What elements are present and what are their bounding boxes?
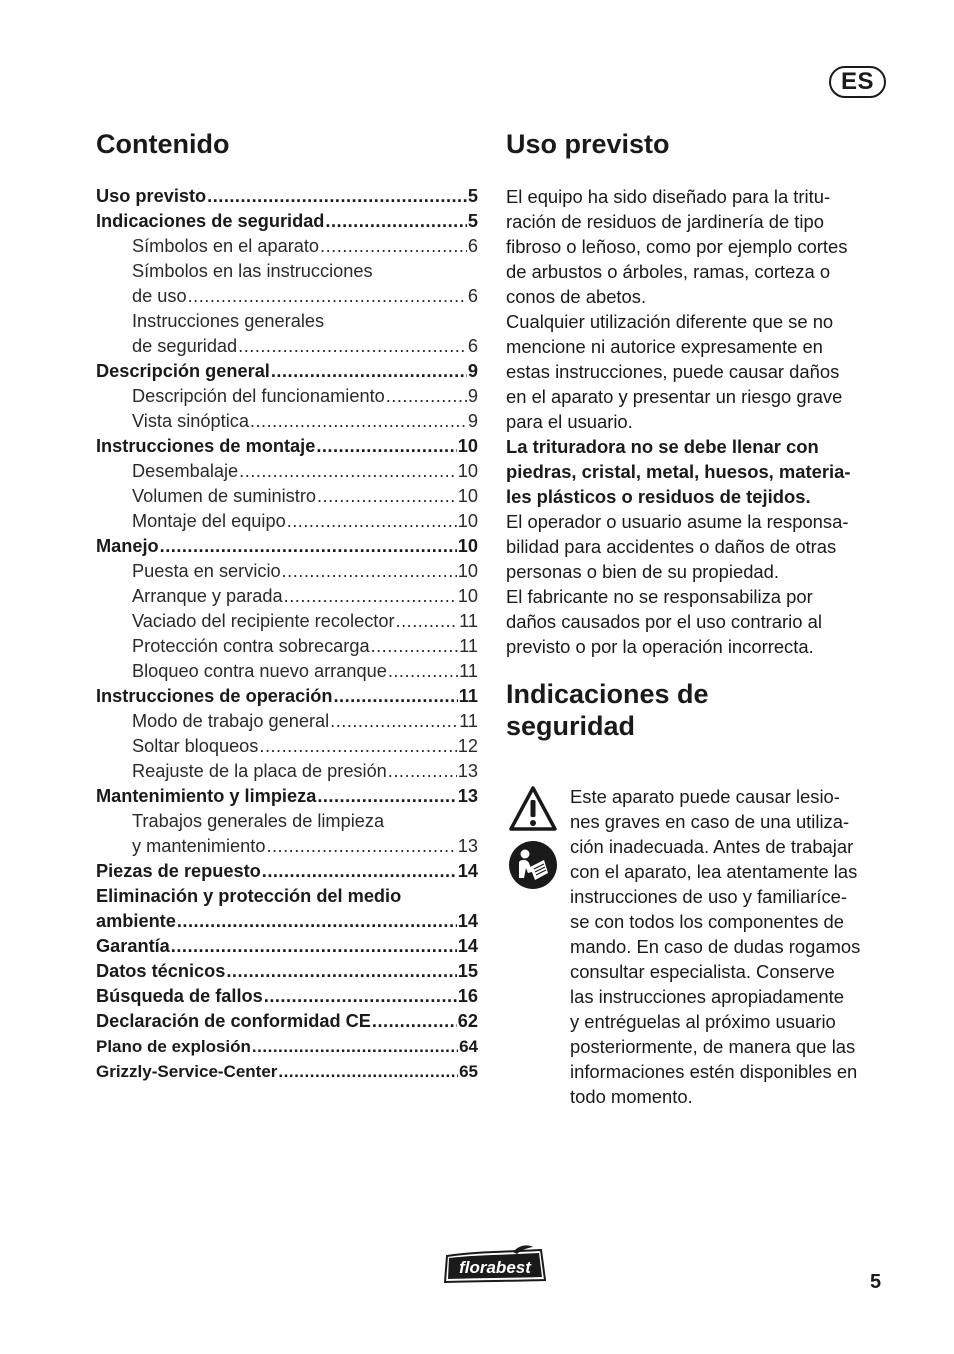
safety-text-line: y entréguelas al próximo usuario <box>570 1011 836 1032</box>
toc-entry-label: Puesta en servicio <box>132 561 281 581</box>
intended-use-line: ración de residuos de jardinería de tipo <box>506 211 824 232</box>
safety-text-line: ción inadecuada. Antes de trabajar <box>570 836 854 857</box>
toc-entry-page: 11 <box>459 711 478 731</box>
intended-use-text <box>506 184 896 659</box>
toc-entry <box>96 1059 478 1084</box>
toc-entry-label: Reajuste de la placa de presión <box>132 761 387 781</box>
toc-entry-label: Mantenimiento y limpieza <box>96 786 317 806</box>
intended-use-line: les plásticos o residuos de tejidos. <box>506 486 811 507</box>
toc-entry-page: 10 <box>457 561 478 581</box>
toc-entry <box>96 909 478 934</box>
toc-entry-label: de seguridad <box>132 336 238 356</box>
toc-entry-page: 14 <box>457 861 478 881</box>
toc-entry <box>96 409 478 434</box>
safety-text-line: consultar especialista. Conserve <box>570 961 835 982</box>
toc-entry-page: 10 <box>457 436 478 456</box>
toc-entry-label: Instrucciones generales <box>132 311 325 331</box>
toc-entry <box>96 1009 478 1034</box>
toc-dot-leader <box>259 734 456 759</box>
toc-entry-label: Símbolos en las instrucciones <box>132 261 373 281</box>
toc-entry <box>96 284 478 309</box>
intended-use-line: El equipo ha sido diseñado para la tritu- <box>506 186 831 207</box>
toc-entry <box>96 584 478 609</box>
toc-entry-page: 10 <box>457 511 478 531</box>
toc-entry <box>96 634 478 659</box>
toc-dot-leader <box>388 759 457 784</box>
toc-entry-label: Modo de trabajo general <box>132 711 330 731</box>
warning-triangle-icon <box>508 785 558 833</box>
toc-entry-label: Desembalaje <box>132 461 239 481</box>
toc-entry <box>96 184 478 209</box>
toc-entry <box>96 234 478 259</box>
toc-entry <box>96 484 478 509</box>
toc-dot-leader <box>238 334 467 359</box>
intended-use-line: mencione ni autorice expresamente en <box>506 336 823 357</box>
toc-dot-leader <box>284 584 457 609</box>
toc-entry-label: Montaje del equipo <box>132 511 286 531</box>
intended-use-line: de arbustos o árboles, ramas, corteza o <box>506 261 831 282</box>
toc-entry-label: Bloqueo contra nuevo arranque <box>132 661 387 681</box>
toc-entry-page: 6 <box>467 286 478 306</box>
toc-dot-leader <box>316 434 456 459</box>
toc-dot-leader <box>188 284 467 309</box>
toc-entry-label: Indicaciones de seguridad <box>96 211 325 231</box>
intended-use-line: piedras, cristal, metal, huesos, materia- <box>506 461 851 482</box>
intended-use-line: previsto o por la operación incorrecta. <box>506 636 814 657</box>
toc-entry-label: Protección contra sobrecarga <box>132 636 370 656</box>
toc-dot-leader <box>226 959 456 984</box>
toc-entry <box>96 509 478 534</box>
toc-entry <box>96 384 478 409</box>
brand-name: florabest <box>459 1258 531 1277</box>
toc-entry-label: Arranque y parada <box>132 586 283 606</box>
safety-title-line1: Indicaciones de <box>506 679 709 709</box>
toc-entry-page: 12 <box>457 736 478 756</box>
toc-entry <box>96 334 478 359</box>
intended-use-line: bilidad para accidentes o daños de otras <box>506 536 837 557</box>
safety-text-line: se con todos los componentes de <box>570 911 844 932</box>
toc-entry-page: 9 <box>467 361 478 381</box>
toc-entry-page: 14 <box>457 911 478 931</box>
toc-dot-leader <box>278 1059 458 1084</box>
toc-dot-leader <box>177 909 457 934</box>
toc-entry-page: 9 <box>467 386 478 406</box>
toc-entry-page: 11 <box>459 611 478 631</box>
toc-entry <box>96 659 478 684</box>
intended-use-line: para el usuario. <box>506 411 633 432</box>
toc-entry-page: 5 <box>467 186 478 206</box>
toc-entry-page: 9 <box>467 411 478 431</box>
intended-use-title: Uso previsto <box>506 129 670 159</box>
toc-entry <box>96 784 478 809</box>
read-manual-icon <box>508 840 558 890</box>
toc-entry-label: Vaciado del recipiente recolector <box>132 611 395 631</box>
toc-entry <box>96 709 478 734</box>
toc-entry <box>96 959 478 984</box>
toc-dot-leader <box>252 1034 458 1059</box>
toc-entry <box>96 884 478 909</box>
safety-text-line: mando. En caso de dudas rogamos <box>570 936 861 957</box>
toc-entry-label: Búsqueda de fallos <box>96 986 263 1006</box>
toc-entry-label: Datos técnicos <box>96 961 226 981</box>
toc-entry <box>96 1034 478 1059</box>
toc-dot-leader <box>396 609 459 634</box>
toc-entry-label: Plano de explosión <box>96 1037 251 1056</box>
intended-use-line: personas o bien de su propiedad. <box>506 561 779 582</box>
toc-dot-leader <box>287 509 457 534</box>
toc-dot-leader <box>264 984 457 1009</box>
toc-entry-page: 10 <box>457 536 478 556</box>
toc-entry-page: 6 <box>467 336 478 356</box>
toc-dot-leader <box>271 359 467 384</box>
toc-entry <box>96 809 478 834</box>
toc-entry <box>96 209 478 234</box>
intended-use-line: El operador o usuario asume la responsa- <box>506 511 849 532</box>
intended-use-line: fibroso o leñoso, como por ejemplo cortes <box>506 236 848 257</box>
toc-dot-leader <box>317 784 456 809</box>
toc-dot-leader <box>282 559 457 584</box>
toc-dot-leader <box>388 659 458 684</box>
toc-entry-page: 5 <box>467 211 478 231</box>
toc-entry-label: Soltar bloqueos <box>132 736 259 756</box>
toc-entry-label: Garantía <box>96 936 170 956</box>
toc-entry <box>96 734 478 759</box>
toc-dot-leader <box>317 484 457 509</box>
toc-entry-label: Descripción del funcionamiento <box>132 386 385 406</box>
intended-use-line: La trituradora no se debe llenar con <box>506 436 819 457</box>
safety-text <box>570 784 900 1109</box>
toc-dot-leader <box>386 384 467 409</box>
toc-dot-leader <box>266 834 456 859</box>
toc-entry-label: Manejo <box>96 536 159 556</box>
toc-entry-page: 11 <box>459 661 478 681</box>
safety-text-line: instrucciones de uso y familiaríce- <box>570 886 847 907</box>
toc-dot-leader <box>371 634 459 659</box>
toc-dot-leader <box>250 409 467 434</box>
toc-entry-label: Instrucciones de montaje <box>96 436 316 456</box>
toc-entry-label: Volumen de suministro <box>132 486 316 506</box>
toc-entry <box>96 684 478 709</box>
toc-entry <box>96 834 478 859</box>
toc-entry-label: ambiente <box>96 911 176 931</box>
toc-entry-label: Instrucciones de operación <box>96 686 333 706</box>
toc-dot-leader <box>320 234 467 259</box>
toc-entry <box>96 434 478 459</box>
toc-dot-leader <box>325 209 466 234</box>
toc-entry-page: 10 <box>457 586 478 606</box>
safety-text-line: informaciones estén disponibles en <box>570 1061 858 1082</box>
safety-text-line: con el aparato, lea atentamente las <box>570 861 858 882</box>
toc-dot-leader <box>160 534 457 559</box>
toc-entry-page: 64 <box>459 1037 478 1056</box>
contents-title: Contenido <box>96 129 230 159</box>
toc-dot-leader <box>330 709 458 734</box>
toc-entry <box>96 259 478 284</box>
intended-use-line: Cualquier utilización diferente que se no <box>506 311 834 332</box>
toc-entry <box>96 534 478 559</box>
intended-use-line: conos de abetos. <box>506 286 647 307</box>
safety-title-line2: seguridad <box>506 711 636 741</box>
toc-entry <box>96 359 478 384</box>
toc-dot-leader <box>239 459 457 484</box>
toc-dot-leader <box>207 184 467 209</box>
toc-entry-page: 13 <box>457 836 478 856</box>
safety-text-line: nes graves en caso de una utiliza- <box>570 811 850 832</box>
intended-use-line: daños causados por el uso contrario al <box>506 611 822 632</box>
toc-entry-label: Descripción general <box>96 361 270 381</box>
toc-entry-page: 6 <box>467 236 478 256</box>
toc-entry-label: Eliminación y protección del medio <box>96 886 402 906</box>
toc-dot-leader <box>262 859 457 884</box>
toc-dot-leader <box>372 1009 457 1034</box>
toc-entry-label: y mantenimiento <box>132 836 266 856</box>
page-number: 5 <box>870 1271 882 1293</box>
toc-entry-page: 13 <box>457 786 478 806</box>
toc-entry-page: 62 <box>457 1011 478 1031</box>
safety-text-line: las instrucciones apropiadamente <box>570 986 844 1007</box>
florabest-logo <box>441 1244 547 1286</box>
toc-entry <box>96 859 478 884</box>
toc-dot-leader <box>334 684 458 709</box>
safety-title <box>506 678 709 742</box>
safety-text-line: todo momento. <box>570 1086 693 1107</box>
toc-entry <box>96 984 478 1009</box>
toc-entry <box>96 459 478 484</box>
toc-entry <box>96 559 478 584</box>
table-of-contents <box>96 184 478 1084</box>
toc-entry-page: 11 <box>458 686 478 706</box>
toc-entry-label: Piezas de repuesto <box>96 861 261 881</box>
toc-entry-label: Declaración de conformidad CE <box>96 1011 371 1031</box>
toc-entry-page: 10 <box>457 486 478 506</box>
toc-entry-page: 13 <box>457 761 478 781</box>
toc-entry-label: Vista sinóptica <box>132 411 249 431</box>
toc-entry-label: Uso previsto <box>96 186 207 206</box>
toc-entry-label: Símbolos en el aparato <box>132 236 320 256</box>
safety-text-line: Este aparato puede causar lesio- <box>570 786 840 807</box>
intended-use-line: en el aparato y presentar un riesgo grave <box>506 386 843 407</box>
toc-entry-page: 14 <box>457 936 478 956</box>
toc-entry <box>96 759 478 784</box>
safety-text-line: posteriormente, de manera que las <box>570 1036 856 1057</box>
intended-use-line: estas instrucciones, puede causar daños <box>506 361 840 382</box>
language-badge: ES <box>829 66 886 98</box>
toc-entry-label: Trabajos generales de limpieza <box>132 811 385 831</box>
toc-dot-leader <box>171 934 457 959</box>
toc-entry-page: 15 <box>457 961 478 981</box>
toc-entry-page: 10 <box>457 461 478 481</box>
intended-use-line: El fabricante no se responsabiliza por <box>506 586 813 607</box>
toc-entry-page: 16 <box>457 986 478 1006</box>
toc-entry <box>96 309 478 334</box>
toc-entry <box>96 609 478 634</box>
toc-entry-label: Grizzly-Service-Center <box>96 1062 278 1081</box>
toc-entry-page: 11 <box>459 636 478 656</box>
toc-entry <box>96 934 478 959</box>
toc-entry-page: 65 <box>459 1062 478 1081</box>
toc-entry-label: de uso <box>132 286 187 306</box>
